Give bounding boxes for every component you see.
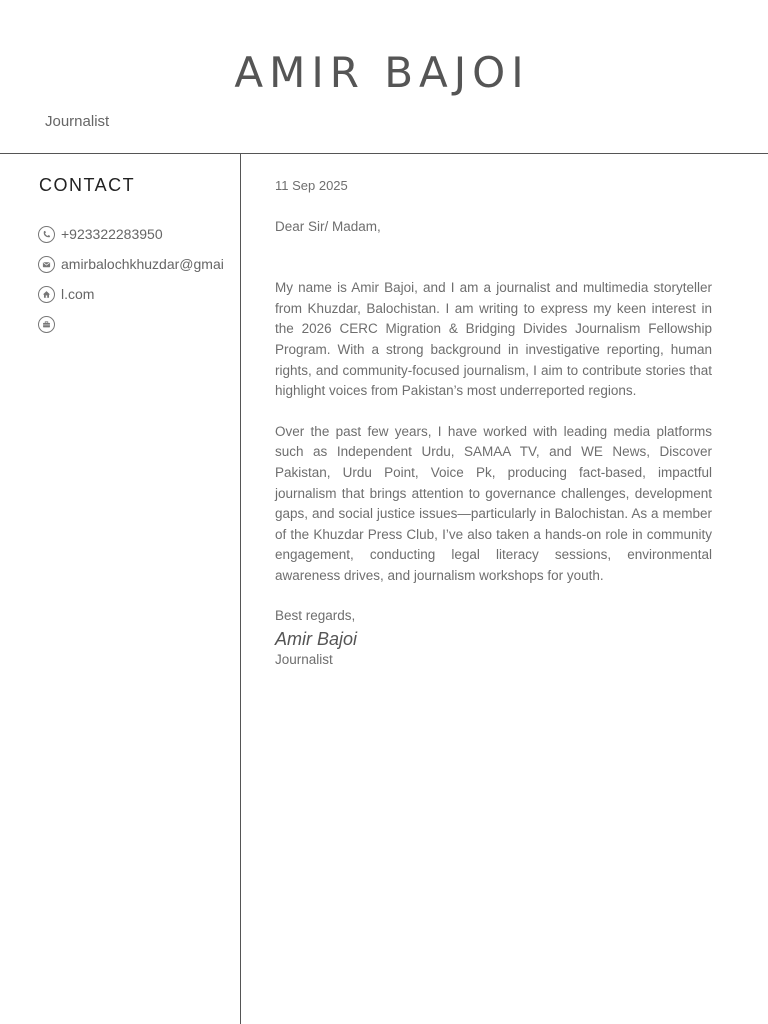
contact-email-text: amirbalochkhuzdar@gmai [61, 256, 224, 272]
header-divider [0, 153, 768, 154]
cover-letter [275, 176, 712, 671]
letter-signature-role: Journalist [275, 652, 333, 668]
letter-salutation: Dear Sir/ Madam, [275, 218, 381, 234]
letter-date: 11 Sep 2025 [275, 178, 348, 193]
applicant-role: Journalist [45, 113, 110, 130]
contact-item-phone [38, 219, 238, 249]
applicant-name: AMIR BAJOI [234, 48, 530, 97]
letter-signature: Amir Bajoi [275, 629, 358, 650]
column-divider [240, 153, 241, 1024]
contact-list [38, 219, 238, 339]
phone-icon [38, 226, 55, 243]
email-icon [38, 256, 55, 273]
contact-item-email [38, 249, 238, 279]
home-icon [38, 286, 55, 303]
letter-paragraph: Over the past few years, I have worked with leading media platforms such as Independent Urdu, SAMAA TV, and WE News, Discover Pakistan, Urdu Point, Voice Pk, producing fact-based, impactful journalism that brings attention to governance challenges, development gaps, and social justice issues—particularly in Balochistan. As a member of the Khuzdar Press Club, I’ve also taken a hands-on role in community engagement, conducting legal literacy sessions, environmental awareness drives, and journalism workshops for youth. [275, 423, 712, 583]
contact-heading: CONTACT [39, 175, 136, 195]
letter-closing: Best regards, [275, 607, 356, 623]
briefcase-icon [38, 316, 55, 333]
contact-phone-text: +923322283950 [61, 226, 163, 242]
contact-item-briefcase [38, 309, 238, 339]
letter-paragraph: My name is Amir Bajoi, and I am a journalist and multimedia storyteller from Khuzdar, Balochistan. I am writing to express my keen interest in the 2026 CERC Migration & Bridging Divides Journalism Fellowship Program. With a strong background in investigative reporting, human rights, and community-focused journalism, I aim to contribute stories that highlight voices from Pakistan’s most underreported regions. [275, 280, 712, 399]
contact-item-home [38, 279, 238, 309]
contact-home-text: l.com [61, 286, 95, 302]
